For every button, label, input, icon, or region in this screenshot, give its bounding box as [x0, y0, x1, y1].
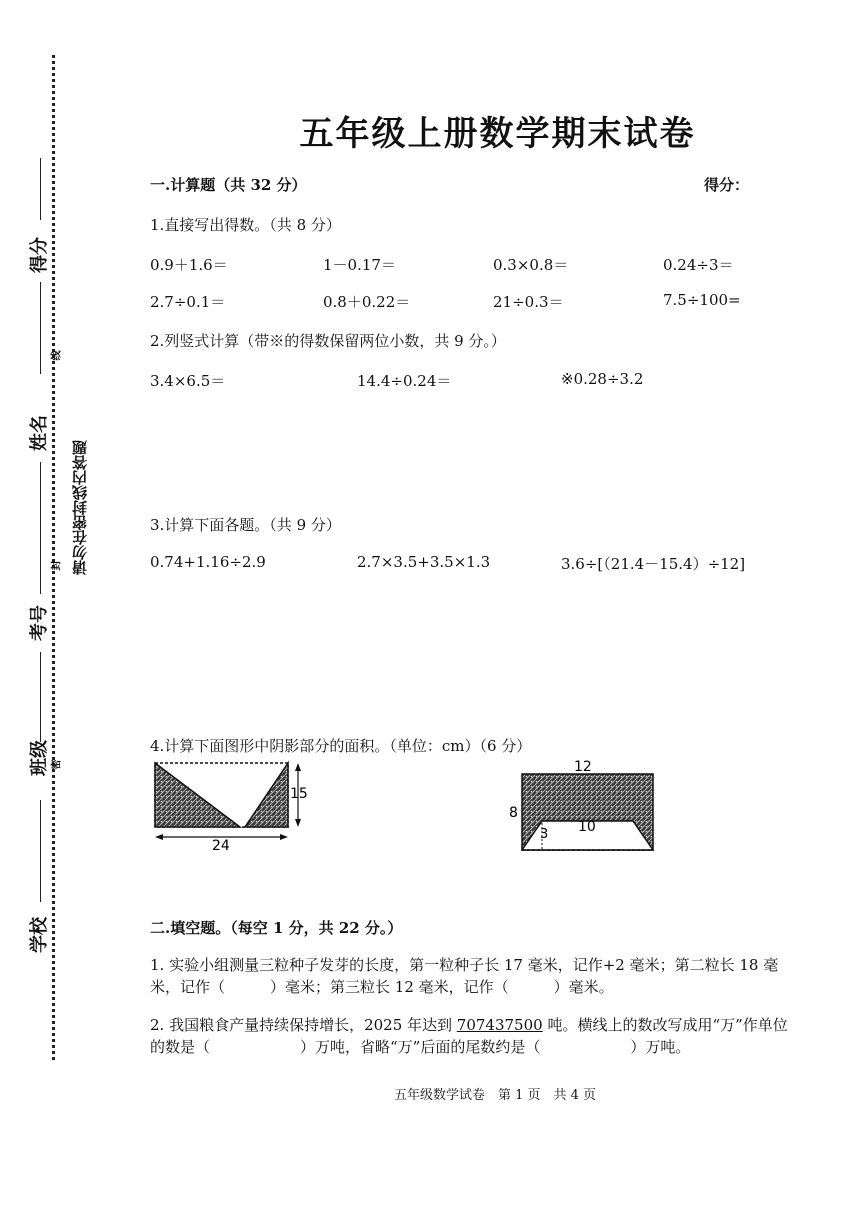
- page-title: 五年级上册数学期末试卷: [299, 114, 696, 154]
- section1-heading: 一.计算题（共 32 分）: [150, 176, 307, 194]
- figure2-top-label: 12: [574, 759, 592, 775]
- q1-expr: 2.7÷0.1＝: [150, 293, 226, 311]
- figure2-side-label: 8: [509, 805, 518, 821]
- fill-q2-text-post: 吨。横线上的数改写成用“万”作单位: [542, 1016, 788, 1034]
- figure1-left-triangle: [155, 763, 240, 827]
- q2-label: 2.列竖式计算（带※的得数保留两位小数，共 9 分。）: [150, 332, 506, 350]
- q3-expr: 2.7×3.5+3.5×1.3: [357, 553, 491, 571]
- shaded-figure-1: [145, 755, 320, 855]
- shaded-figure-2: [500, 755, 670, 855]
- q1-expr: 7.5÷100=: [663, 291, 741, 309]
- fill-q2-text-pre: 2. 我国粮食产量持续保持增长，2025 年达到: [150, 1016, 457, 1034]
- cut-mark-seal: 封: [51, 560, 63, 571]
- q1-expr: 0.3×0.8＝: [493, 256, 569, 274]
- score-label: 得分：: [704, 176, 750, 194]
- q2-expr: 14.4÷0.24＝: [357, 372, 452, 390]
- school-blank-line: [40, 800, 41, 902]
- q3-label: 3.计算下面各题。（共 9 分）: [150, 516, 341, 534]
- q2-expr: 3.4×6.5＝: [150, 372, 226, 390]
- figure1-base-label: 24: [212, 838, 230, 854]
- fill-q1-line1: 1. 实验小组测量三粒种子发芽的长度，第一粒种子长 17 毫米，记作+2 毫米；第二粒长 18 毫: [150, 956, 779, 974]
- q4-label: 4.计算下面图形中阴影部分的面积。（单位：cm）（6 分）: [150, 737, 532, 755]
- q1-label: 1.直接写出得数。（共 8 分）: [150, 216, 341, 234]
- q1-expr: 1－0.17＝: [323, 256, 396, 274]
- binding-warning: 请勿在密封线内答题: [71, 440, 89, 575]
- binding-dotted-line: [52, 55, 55, 1060]
- q1-expr: 0.8＋0.22＝: [323, 293, 411, 311]
- cut-mark-line: 线: [51, 350, 63, 361]
- section2-heading: 二.填空题。（每空 1 分，共 22 分。）: [150, 919, 403, 937]
- q1-expr: 0.24÷3＝: [663, 256, 734, 274]
- q3-expr: 0.74+1.16÷2.9: [150, 553, 266, 571]
- score-blank-line: [40, 158, 41, 220]
- binding-label-exam-number: 考号: [29, 605, 50, 641]
- figure2-inner-label: 10: [578, 819, 596, 835]
- binding-label-name: 姓名: [29, 415, 50, 451]
- fill-q2-underlined-number: 707437500: [456, 1016, 543, 1034]
- figure1-height-label: 15: [290, 786, 308, 802]
- cut-mark-secret: 密: [51, 759, 63, 770]
- page-footer: 五年级数学试卷 第 1 页 共 4 页: [393, 1088, 597, 1103]
- q3-expr: 3.6÷[（21.4－15.4）÷12]: [561, 555, 746, 573]
- fill-q1-line2: 米，记作（ ）毫米；第三粒长 12 毫米，记作（ ）毫米。: [150, 978, 614, 996]
- q2-expr: ※0.28÷3.2: [561, 370, 644, 388]
- binding-label-score: 得分: [29, 237, 50, 273]
- fill-q2-line2: 的数是（ ）万吨，省略“万”后面的尾数约是（ ）万吨。: [150, 1038, 691, 1056]
- class-blank-line: [40, 652, 41, 742]
- figure1-right-triangle: [245, 763, 288, 827]
- exam-number-blank-line: [40, 462, 41, 594]
- figure2-small-label: 3: [540, 827, 549, 842]
- name-blank-line: [40, 282, 41, 374]
- binding-label-school: 学校: [29, 917, 50, 953]
- q1-expr: 0.9＋1.6＝: [150, 256, 228, 274]
- q1-expr: 21÷0.3＝: [493, 293, 564, 311]
- binding-label-class: 班级: [29, 740, 50, 776]
